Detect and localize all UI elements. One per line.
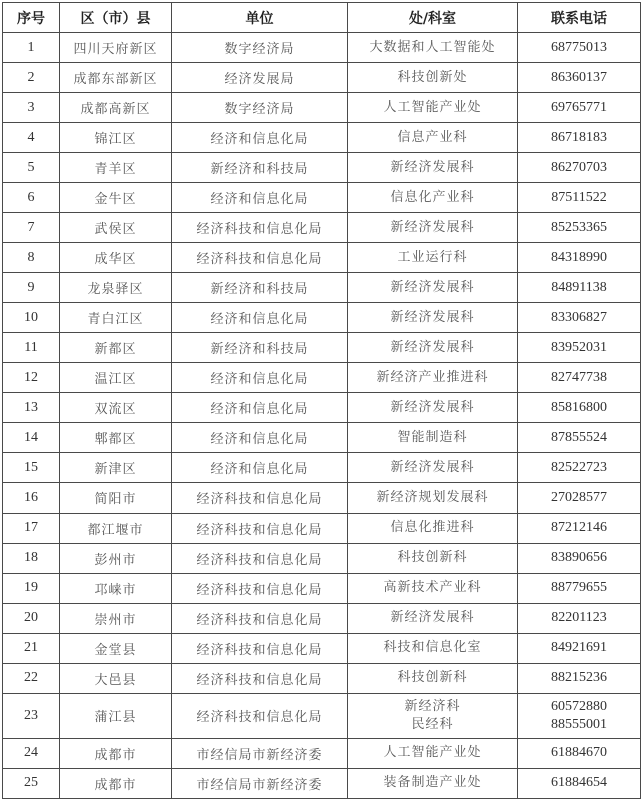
table-row — [3, 33, 641, 63]
cell-office-line: 信息化产业科 — [390, 189, 475, 205]
cell-office-line: 工业运行科 — [397, 249, 468, 265]
cell-phone-line: 83890656 — [551, 550, 607, 566]
cell-office — [348, 393, 518, 423]
cell-phone — [518, 738, 641, 768]
cell-unit: 新经济和科技局 — [172, 273, 348, 303]
cell-phone-line: 86360137 — [551, 69, 607, 85]
table-row — [3, 483, 641, 513]
cell-unit: 经济科技和信息化局 — [172, 243, 348, 273]
cell-seq: 7 — [3, 213, 60, 243]
cell-phone — [518, 663, 641, 693]
cell-office-line: 新经济发展科 — [390, 159, 475, 175]
cell-seq: 2 — [3, 63, 60, 93]
cell-phone-line: 83952031 — [551, 339, 607, 355]
cell-phone — [518, 603, 641, 633]
cell-office — [348, 663, 518, 693]
cell-phone — [518, 213, 641, 243]
cell-phone — [518, 63, 641, 93]
table-row — [3, 393, 641, 423]
cell-unit: 经济科技和信息化局 — [172, 603, 348, 633]
cell-seq: 14 — [3, 423, 60, 453]
cell-phone-line: 87855524 — [551, 429, 607, 445]
cell-phone-line: 87511522 — [551, 189, 607, 205]
cell-unit: 经济科技和信息化局 — [172, 633, 348, 663]
cell-seq: 23 — [3, 693, 60, 738]
table-row — [3, 363, 641, 393]
cell-seq: 20 — [3, 603, 60, 633]
cell-district: 成都东部新区 — [60, 63, 172, 93]
cell-office-line: 高新技术产业科 — [383, 580, 482, 596]
table-row — [3, 183, 641, 213]
cell-office — [348, 363, 518, 393]
table-row — [3, 513, 641, 543]
cell-office-line: 新经济发展科 — [390, 610, 475, 626]
table-row — [3, 543, 641, 573]
cell-office-line: 新经济科 — [404, 698, 461, 714]
cell-phone-line: 85816800 — [551, 399, 607, 415]
cell-office — [348, 303, 518, 333]
cell-phone-line: 85253365 — [551, 219, 607, 235]
cell-phone — [518, 393, 641, 423]
cell-phone — [518, 153, 641, 183]
cell-district: 崇州市 — [60, 603, 172, 633]
cell-unit: 数字经济局 — [172, 33, 348, 63]
cell-office — [348, 573, 518, 603]
table-row — [3, 63, 641, 93]
cell-district: 武侯区 — [60, 213, 172, 243]
cell-phone-line: 84921691 — [551, 640, 607, 656]
cell-phone-line: 60572880 — [551, 698, 607, 714]
cell-office — [348, 633, 518, 663]
cell-seq: 24 — [3, 738, 60, 768]
cell-district: 都江堰市 — [60, 513, 172, 543]
cell-district: 郫都区 — [60, 423, 172, 453]
cell-seq: 19 — [3, 573, 60, 603]
cell-office — [348, 453, 518, 483]
table-row — [3, 153, 641, 183]
table-row — [3, 423, 641, 453]
table-row — [3, 123, 641, 153]
cell-seq: 3 — [3, 93, 60, 123]
cell-district: 新都区 — [60, 333, 172, 363]
cell-phone-line: 88555001 — [551, 716, 607, 732]
cell-district: 成都市 — [60, 738, 172, 768]
cell-district: 双流区 — [60, 393, 172, 423]
cell-office — [348, 183, 518, 213]
cell-office — [348, 738, 518, 768]
cell-office-line: 新经济发展科 — [390, 459, 475, 475]
cell-district: 龙泉驿区 — [60, 273, 172, 303]
cell-phone — [518, 333, 641, 363]
cell-unit: 经济科技和信息化局 — [172, 543, 348, 573]
cell-seq: 16 — [3, 483, 60, 513]
cell-district: 大邑县 — [60, 663, 172, 693]
cell-unit: 市经信局市新经济委 — [172, 738, 348, 768]
cell-seq: 9 — [3, 273, 60, 303]
cell-seq: 18 — [3, 543, 60, 573]
cell-office — [348, 123, 518, 153]
table-row — [3, 693, 641, 738]
cell-phone-line: 86718183 — [551, 129, 607, 145]
cell-district: 金牛区 — [60, 183, 172, 213]
cell-seq: 17 — [3, 513, 60, 543]
cell-phone-line: 88779655 — [551, 580, 607, 596]
cell-phone — [518, 483, 641, 513]
header-phone: 联系电话 — [518, 3, 641, 33]
cell-office-line: 智能制造科 — [397, 429, 468, 445]
cell-seq: 5 — [3, 153, 60, 183]
cell-seq: 13 — [3, 393, 60, 423]
contact-table — [2, 2, 641, 799]
cell-seq: 10 — [3, 303, 60, 333]
cell-unit: 经济科技和信息化局 — [172, 573, 348, 603]
cell-office-line: 科技创新处 — [397, 69, 468, 85]
cell-unit: 经济和信息化局 — [172, 183, 348, 213]
cell-office-line: 大数据和人工智能处 — [369, 39, 496, 55]
cell-unit: 数字经济局 — [172, 93, 348, 123]
header-unit: 单位 — [172, 3, 348, 33]
cell-seq: 22 — [3, 663, 60, 693]
cell-phone-line: 83306827 — [551, 309, 607, 325]
cell-seq: 1 — [3, 33, 60, 63]
cell-phone-line: 27028577 — [551, 489, 607, 505]
cell-office-line: 科技创新科 — [397, 550, 468, 566]
cell-seq: 6 — [3, 183, 60, 213]
cell-office — [348, 93, 518, 123]
cell-office-line: 信息化推进科 — [390, 520, 475, 536]
table-row — [3, 303, 641, 333]
cell-phone-line: 61884654 — [551, 775, 607, 791]
cell-phone — [518, 123, 641, 153]
cell-phone-line: 84318990 — [551, 249, 607, 265]
cell-phone — [518, 273, 641, 303]
cell-district: 成华区 — [60, 243, 172, 273]
cell-seq: 15 — [3, 453, 60, 483]
cell-unit: 经济科技和信息化局 — [172, 663, 348, 693]
cell-office-line: 信息产业科 — [397, 129, 468, 145]
cell-phone — [518, 183, 641, 213]
cell-phone — [518, 633, 641, 663]
cell-phone-line: 82522723 — [551, 459, 607, 475]
cell-phone-line: 68775013 — [551, 39, 607, 55]
header-office: 处/科室 — [348, 3, 518, 33]
cell-office-line: 新经济产业推进科 — [376, 369, 489, 385]
cell-unit: 新经济和科技局 — [172, 153, 348, 183]
table-row — [3, 273, 641, 303]
header-row — [3, 3, 641, 33]
cell-district: 成都市 — [60, 768, 172, 798]
cell-unit: 经济发展局 — [172, 63, 348, 93]
cell-office-line: 新经济规划发展科 — [376, 489, 489, 505]
cell-unit: 经济和信息化局 — [172, 123, 348, 153]
cell-phone-line: 82747738 — [551, 369, 607, 385]
table-body — [3, 33, 641, 799]
table-row — [3, 213, 641, 243]
table-row — [3, 768, 641, 798]
cell-unit: 市经信局市新经济委 — [172, 768, 348, 798]
cell-office-line: 科技创新科 — [397, 670, 468, 686]
cell-office — [348, 483, 518, 513]
cell-office — [348, 63, 518, 93]
table-row — [3, 333, 641, 363]
cell-phone-line: 88215236 — [551, 670, 607, 686]
cell-unit: 经济和信息化局 — [172, 363, 348, 393]
cell-unit: 经济科技和信息化局 — [172, 513, 348, 543]
cell-office — [348, 243, 518, 273]
cell-phone — [518, 363, 641, 393]
table-row — [3, 663, 641, 693]
table-row — [3, 738, 641, 768]
cell-district: 四川天府新区 — [60, 33, 172, 63]
cell-phone-line: 69765771 — [551, 99, 607, 115]
cell-phone — [518, 513, 641, 543]
cell-office — [348, 543, 518, 573]
cell-office-line: 人工智能产业处 — [383, 99, 482, 115]
cell-office — [348, 513, 518, 543]
cell-district: 成都高新区 — [60, 93, 172, 123]
cell-phone-line: 82201123 — [551, 610, 607, 626]
cell-district: 温江区 — [60, 363, 172, 393]
cell-unit: 经济科技和信息化局 — [172, 213, 348, 243]
cell-district: 邛崃市 — [60, 573, 172, 603]
header-seq: 序号 — [3, 3, 60, 33]
cell-office-line: 新经济发展科 — [390, 339, 475, 355]
cell-office — [348, 273, 518, 303]
cell-phone-line: 86270703 — [551, 159, 607, 175]
table-row — [3, 453, 641, 483]
table-row — [3, 93, 641, 123]
cell-district: 锦江区 — [60, 123, 172, 153]
cell-office — [348, 768, 518, 798]
cell-unit: 经济科技和信息化局 — [172, 693, 348, 738]
cell-phone — [518, 303, 641, 333]
cell-phone — [518, 453, 641, 483]
cell-district: 新津区 — [60, 453, 172, 483]
cell-office-line: 新经济发展科 — [390, 219, 475, 235]
cell-unit: 经济和信息化局 — [172, 423, 348, 453]
cell-office — [348, 33, 518, 63]
cell-office — [348, 213, 518, 243]
cell-office-line: 新经济发展科 — [390, 309, 475, 325]
cell-seq: 12 — [3, 363, 60, 393]
table-row — [3, 633, 641, 663]
cell-district: 彭州市 — [60, 543, 172, 573]
cell-office — [348, 603, 518, 633]
cell-phone-line: 87212146 — [551, 520, 607, 536]
cell-unit: 新经济和科技局 — [172, 333, 348, 363]
cell-office — [348, 423, 518, 453]
cell-office — [348, 333, 518, 363]
cell-phone — [518, 93, 641, 123]
cell-seq: 8 — [3, 243, 60, 273]
cell-phone — [518, 768, 641, 798]
cell-office-line: 民经科 — [411, 716, 454, 732]
cell-phone-line: 61884670 — [551, 745, 607, 761]
cell-phone — [518, 693, 641, 738]
cell-office — [348, 693, 518, 738]
cell-district: 蒲江县 — [60, 693, 172, 738]
cell-unit: 经济和信息化局 — [172, 393, 348, 423]
cell-seq: 21 — [3, 633, 60, 663]
cell-phone — [518, 243, 641, 273]
cell-phone-line: 84891138 — [551, 279, 607, 295]
cell-seq: 4 — [3, 123, 60, 153]
cell-office-line: 装备制造产业处 — [383, 775, 482, 791]
header-district: 区（市）县 — [60, 3, 172, 33]
cell-phone — [518, 33, 641, 63]
table-row — [3, 603, 641, 633]
cell-district: 青白江区 — [60, 303, 172, 333]
cell-phone — [518, 543, 641, 573]
cell-office — [348, 153, 518, 183]
cell-seq: 11 — [3, 333, 60, 363]
table-row — [3, 243, 641, 273]
cell-seq: 25 — [3, 768, 60, 798]
cell-office-line: 新经济发展科 — [390, 399, 475, 415]
cell-office-line: 新经济发展科 — [390, 279, 475, 295]
cell-district: 简阳市 — [60, 483, 172, 513]
cell-office-line: 人工智能产业处 — [383, 745, 482, 761]
cell-district: 金堂县 — [60, 633, 172, 663]
cell-unit: 经济和信息化局 — [172, 303, 348, 333]
cell-phone — [518, 423, 641, 453]
table-row — [3, 573, 641, 603]
cell-phone — [518, 573, 641, 603]
cell-unit: 经济和信息化局 — [172, 453, 348, 483]
cell-unit: 经济科技和信息化局 — [172, 483, 348, 513]
cell-office-line: 科技和信息化室 — [383, 640, 482, 656]
cell-district: 青羊区 — [60, 153, 172, 183]
